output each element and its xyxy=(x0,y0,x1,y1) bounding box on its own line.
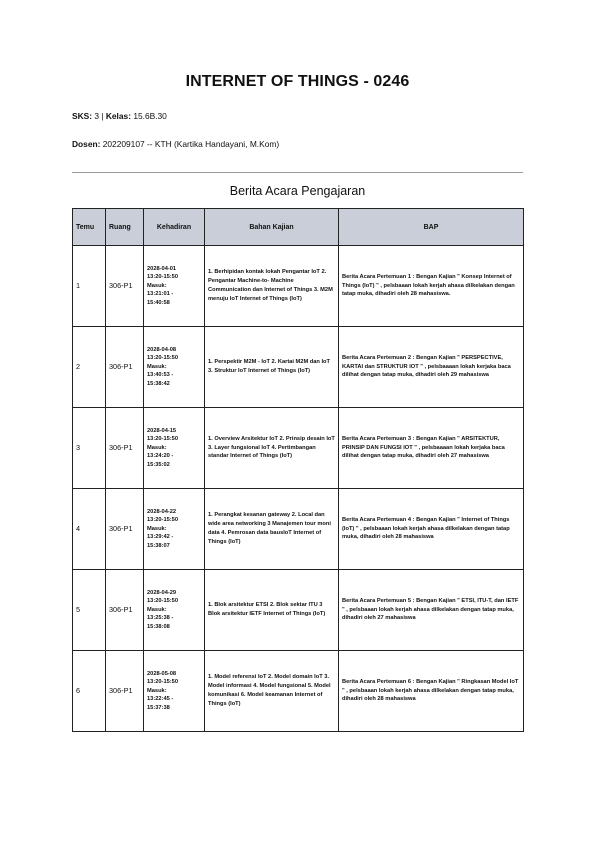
col-header-bahan-kajian: Bahan Kajian xyxy=(205,209,339,246)
cell-ruang: 306-P1 xyxy=(106,489,144,570)
cell-temu: 6 xyxy=(73,651,106,732)
divider xyxy=(72,172,523,173)
table-row xyxy=(73,651,524,732)
table-header-row xyxy=(73,209,524,246)
section-title: Berita Acara Pengajaran xyxy=(229,184,366,198)
kehadiran-line: 2028-04-29 xyxy=(147,589,177,596)
kehadiran-line: 15:38:42 xyxy=(147,380,170,387)
cell-bahan-kajian: 1. Berhipidan kontak lokah Pengantar IoT 2. Pengantar Machine-to- Machine Communication dan Internet of Things 3. M2M menuju IoT Internet of Things (IoT) xyxy=(205,246,339,327)
cell-ruang: 306-P1 xyxy=(106,651,144,732)
kehadiran-line: Masuk: xyxy=(147,282,167,289)
kehadiran-line: 13:21:01 - xyxy=(147,291,174,298)
kehadiran-line: 13:29:42 - xyxy=(147,534,174,541)
kehadiran-line: 15:38:08 xyxy=(147,623,170,630)
kehadiran-line: 13:25:38 - xyxy=(147,615,174,622)
cell-bahan-kajian: 1. Overview Arsitektur IoT 2. Prinsip desain IoT 3. Layer fungsional IoT 4. Pertimbangan standar Internet of Things (IoT) xyxy=(205,408,339,489)
cell-ruang: 306-P1 xyxy=(106,570,144,651)
kehadiran-line: 15:37:38 xyxy=(147,704,170,711)
kehadiran-line: 13:20-15:50 xyxy=(147,598,178,605)
col-header-bap: BAP xyxy=(339,209,524,246)
kehadiran-line: 13:20-15:50 xyxy=(147,355,178,362)
kehadiran-line: 13:24:20 - xyxy=(147,453,174,460)
cell-kehadiran xyxy=(144,489,205,570)
kelas-label: Kelas: xyxy=(105,111,131,121)
cell-bap: Berita Acara Pertemuan 3 : Bengan Kajian " ARSITEKTUR, PRINSIP DAN FUNGSI IOT " , pelsbaaaan lokah kerjaka baca dilihat dengan tatap muka, dihadiri oleh 27 mahasiswa xyxy=(339,408,524,489)
kehadiran-line: 13:40:53 - xyxy=(147,372,174,379)
kehadiran-line: 13:20-15:50 xyxy=(147,436,178,443)
col-header-temu: Temu xyxy=(73,209,106,246)
sks-value: 3 | xyxy=(94,111,104,121)
sks-label: SKS: xyxy=(72,111,93,121)
kehadiran-line: 13:22:45 - xyxy=(147,696,174,703)
cell-ruang: 306-P1 xyxy=(106,327,144,408)
page-title: INTERNET OF THINGS - 0246 xyxy=(185,73,410,90)
kehadiran-line: 13:20-15:50 xyxy=(147,274,178,281)
cell-kehadiran xyxy=(144,570,205,651)
cell-bahan-kajian: 1. Blok arsitektur ETSI 2. Blok sektar ITU 3 Blok arsitektur IETF Internet of Things (IoT) xyxy=(205,570,339,651)
col-header-ruang: Ruang xyxy=(106,209,144,246)
table-row xyxy=(73,408,524,489)
kehadiran-line: 15:38:07 xyxy=(147,542,170,549)
cell-ruang: 306-P1 xyxy=(106,408,144,489)
col-header-kehadiran: Kehadiran xyxy=(144,209,205,246)
cell-kehadiran xyxy=(144,651,205,732)
cell-bap: Berita Acara Pertemuan 6 : Bengan Kajian " Ringkasan Model IoT " , pelsbaaan lokah kerjah ahasa dilkelakan dengan tatap muka, dihadiri oleh 28 mahasiswa xyxy=(339,651,524,732)
cell-temu: 3 xyxy=(73,408,106,489)
cell-ruang: 306-P1 xyxy=(106,246,144,327)
sks-kelas-line xyxy=(72,111,167,121)
dosen-value: 202209107 -- KTH (Kartika Handayani, M.Kom) xyxy=(102,139,280,149)
cell-bahan-kajian: 1. Model referensi IoT 2. Model domain IoT 3. Model informasi 4. Model fungsional 5. Model komunikasi 6. Model keamanan Internet of Things (IoT) xyxy=(205,651,339,732)
cell-kehadiran xyxy=(144,246,205,327)
kehadiran-line: 15:40:58 xyxy=(147,299,170,306)
dosen-line xyxy=(72,139,279,149)
cell-bap: Berita Acara Pertemuan 5 : Bengan Kajian " ETSI, ITU-T, dan IETF " , pelsbaaan lokah kerjah ahasa dilkelakan dengan tatap muka, dihadiri oleh 27 mahasiswa xyxy=(339,570,524,651)
cell-temu: 2 xyxy=(73,327,106,408)
kehadiran-line: 2028-04-01 xyxy=(147,265,177,272)
kehadiran-line: Masuk: xyxy=(147,363,167,370)
table-row xyxy=(73,327,524,408)
kehadiran-line: 2028-04-08 xyxy=(147,346,177,353)
kehadiran-line: 13:20-15:50 xyxy=(147,679,178,686)
kelas-value: 15.6B.30 xyxy=(133,111,167,121)
cell-bap: Berita Acara Pertemuan 2 : Bengan Kajian " PERSPECTIVE, KARTAI dan STRUKTUR IOT " , pelsbaaaan lokah kerjaka baca dilihat dengan tatap muka, dihadiri oleh 29 mahasiswa xyxy=(339,327,524,408)
kehadiran-line: Masuk: xyxy=(147,606,167,613)
cell-kehadiran xyxy=(144,408,205,489)
cell-kehadiran xyxy=(144,327,205,408)
kehadiran-line: 13:20-15:50 xyxy=(147,517,178,524)
table-row xyxy=(73,570,524,651)
cell-temu: 5 xyxy=(73,570,106,651)
cell-bap: Berita Acara Pertemuan 1 : Bengan Kajian " Konsep Internet of Things (IoT) " , pelsbaaan lokah kerjah ahasa dilkelakan dengan tatap muka, dihadiri oleh 28 mahasiswa. xyxy=(339,246,524,327)
cell-bahan-kajian: 1. Perangkat kesanan gateway 2. Local dan wide area networking 3 Manajemen tour moni data 4. Pemrosan data bausIoT Internet of Things (IoT) xyxy=(205,489,339,570)
kehadiran-line: 2028-04-22 xyxy=(147,508,177,515)
kehadiran-line: 2028-04-15 xyxy=(147,427,177,434)
table-row xyxy=(73,246,524,327)
cell-temu: 4 xyxy=(73,489,106,570)
kehadiran-line: Masuk: xyxy=(147,525,167,532)
dosen-label: Dosen: xyxy=(72,139,101,149)
kehadiran-line: Masuk: xyxy=(147,444,167,451)
cell-bap: Berita Acara Pertemuan 4 : Bengan Kajian " Internet of Things (IoT) " , pelsbaaan lokah kerjah ahasa dilkelakan dengan tatap muka, dihadiri oleh 28 mahasiswa xyxy=(339,489,524,570)
kehadiran-line: 2028-05-08 xyxy=(147,670,177,677)
cell-bahan-kajian: 1. Perspektir M2M - IoT 2. Kartai M2M dan IoT 3. Struktur IoT Internet of Things (IoT) xyxy=(205,327,339,408)
bap-table xyxy=(72,208,524,732)
table-row xyxy=(73,489,524,570)
cell-temu: 1 xyxy=(73,246,106,327)
kehadiran-line: 15:35:02 xyxy=(147,461,170,468)
kehadiran-line: Masuk: xyxy=(147,687,167,694)
